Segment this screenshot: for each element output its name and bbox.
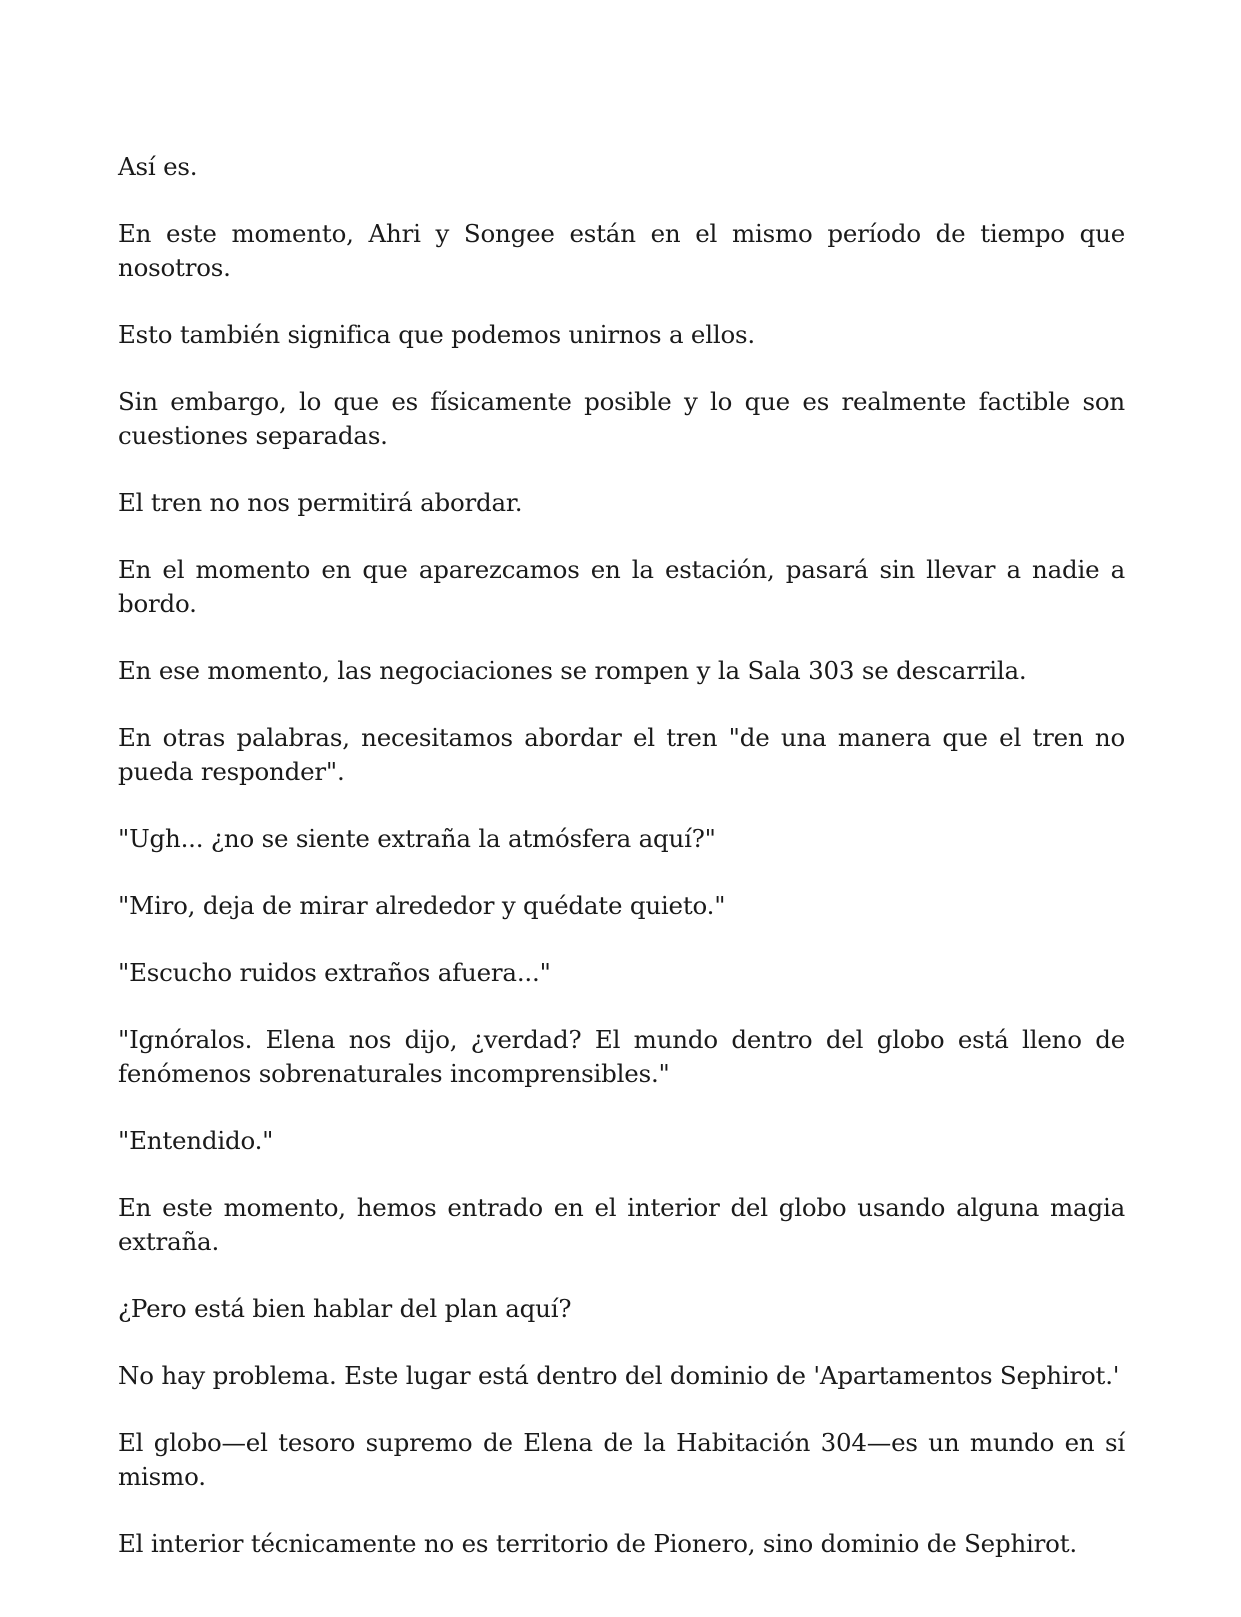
paragraph: El interior técnicamente no es territorio de Pionero, sino dominio de Sephirot.	[118, 1529, 1077, 1558]
paragraph: "Miro, deja de mirar alrededor y quédate quieto."	[118, 891, 726, 920]
paragraph: ¿Pero está bien hablar del plan aquí?	[118, 1294, 572, 1323]
paragraph: En ese momento, las negociaciones se rompen y la Sala 303 se descarrila.	[118, 656, 1027, 685]
paragraph: El globo—el tesoro supremo de Elena de la Habitación 304—es un mundo en sí mismo.	[118, 1428, 1125, 1491]
paragraph: No hay problema. Este lugar está dentro del dominio de 'Apartamentos Sephirot.'	[118, 1361, 1120, 1390]
paragraph: En el momento en que aparezcamos en la estación, pasará sin llevar a nadie a bordo.	[118, 555, 1125, 618]
paragraph: "Ugh... ¿no se siente extraña la atmósfera aquí?"	[118, 824, 716, 853]
paragraph: En este momento, Ahri y Songee están en el mismo período de tiempo que nosotros.	[118, 219, 1125, 282]
document-body	[118, 150, 1125, 1594]
paragraph: En otras palabras, necesitamos abordar el tren "de una manera que el tren no pueda responder".	[118, 723, 1125, 786]
paragraph: El tren no nos permitirá abordar.	[118, 488, 523, 517]
paragraph: "Entendido."	[118, 1126, 274, 1155]
paragraph: "Escucho ruidos extraños afuera..."	[118, 958, 551, 987]
paragraph: En este momento, hemos entrado en el interior del globo usando alguna magia extraña.	[118, 1193, 1125, 1256]
paragraph: Así es.	[118, 152, 198, 181]
paragraph: Sin embargo, lo que es físicamente posible y lo que es realmente factible son cuestiones separadas.	[118, 387, 1125, 450]
paragraph: "Ignóralos. Elena nos dijo, ¿verdad? El mundo dentro del globo está lleno de fenómenos sobrenaturales incomprensibles."	[118, 1025, 1125, 1088]
paragraph: Esto también significa que podemos unirnos a ellos.	[118, 320, 756, 349]
